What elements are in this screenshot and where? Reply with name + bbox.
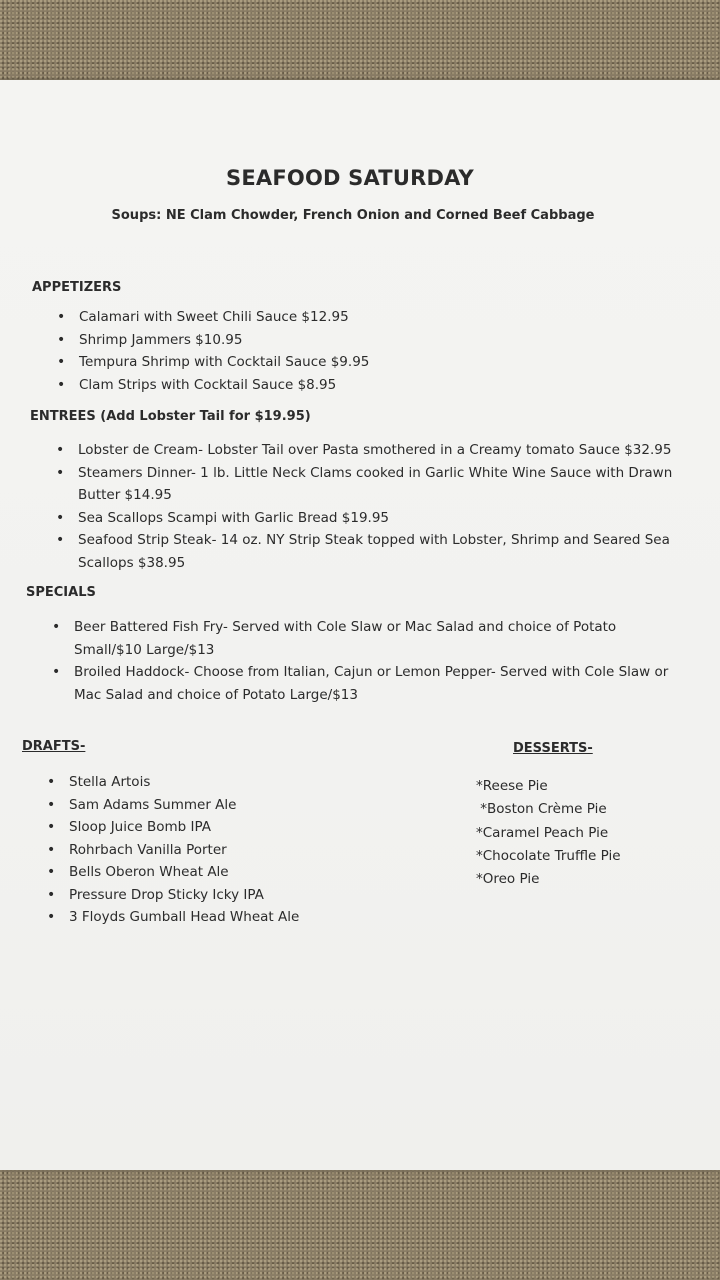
appetizers-list [55, 306, 675, 396]
entrees-list [54, 439, 674, 574]
menu-paper [0, 80, 720, 1170]
drafts-list [45, 771, 385, 929]
list-item: • Stella Artois [45, 771, 385, 794]
entrees-heading: ENTREES (Add Lobster Tail for $19.95) [30, 409, 311, 424]
menu-title: SEAFOOD SATURDAY [226, 166, 474, 190]
list-item: • Steamers Dinner- 1 lb. Little Neck Clams cooked in Garlic White Wine Sauce with Drawn Butter $14.95 [54, 462, 674, 507]
list-item: • Rohrbach Vanilla Porter [45, 839, 385, 862]
list-item: • Sloop Juice Bomb IPA [45, 816, 385, 839]
list-item: • Calamari with Sweet Chili Sauce $12.95 [55, 306, 675, 329]
list-item: • Lobster de Cream- Lobster Tail over Pasta smothered in a Creamy tomato Sauce $32.95 [54, 439, 674, 462]
desserts-list [476, 775, 621, 891]
list-item: • Broiled Haddock- Choose from Italian, Cajun or Lemon Pepper- Served with Cole Slaw or Mac Salad and choice of Potato Large/$13 [50, 661, 680, 706]
list-item: • Tempura Shrimp with Cocktail Sauce $9.95 [55, 351, 675, 374]
appetizers-heading: APPETIZERS [32, 280, 122, 295]
list-item: • Beer Battered Fish Fry- Served with Cole Slaw or Mac Salad and choice of Potato Small/$10 Large/$13 [50, 616, 680, 661]
list-item: • Sea Scallops Scampi with Garlic Bread $19.95 [54, 507, 674, 530]
list-item: • Sam Adams Summer Ale [45, 794, 385, 817]
list-item: *Chocolate Truffle Pie [476, 847, 621, 864]
drafts-heading: DRAFTS- [22, 739, 86, 754]
list-item: *Reese Pie [476, 778, 548, 794]
list-item: • Seafood Strip Steak- 14 oz. NY Strip Steak topped with Lobster, Shrimp and Seared Sea Scallops $38.95 [54, 529, 674, 574]
list-item: • 3 Floyds Gumball Head Wheat Ale [45, 906, 385, 929]
list-item: *Oreo Pie [476, 871, 540, 888]
specials-heading: SPECIALS [26, 585, 96, 600]
list-item: • Shrimp Jammers $10.95 [55, 329, 675, 352]
list-item: • Clam Strips with Cocktail Sauce $8.95 [55, 374, 675, 397]
list-item: *Boston Crème Pie [476, 801, 607, 818]
specials-list [50, 616, 680, 706]
list-item: • Bells Oberon Wheat Ale [45, 861, 385, 884]
soups-line: Soups: NE Clam Chowder, French Onion and Corned Beef Cabbage [111, 208, 595, 223]
desserts-heading: DESSERTS- [513, 741, 593, 756]
list-item: *Caramel Peach Pie [476, 824, 609, 841]
list-item: • Pressure Drop Sticky Icky IPA [45, 884, 385, 907]
